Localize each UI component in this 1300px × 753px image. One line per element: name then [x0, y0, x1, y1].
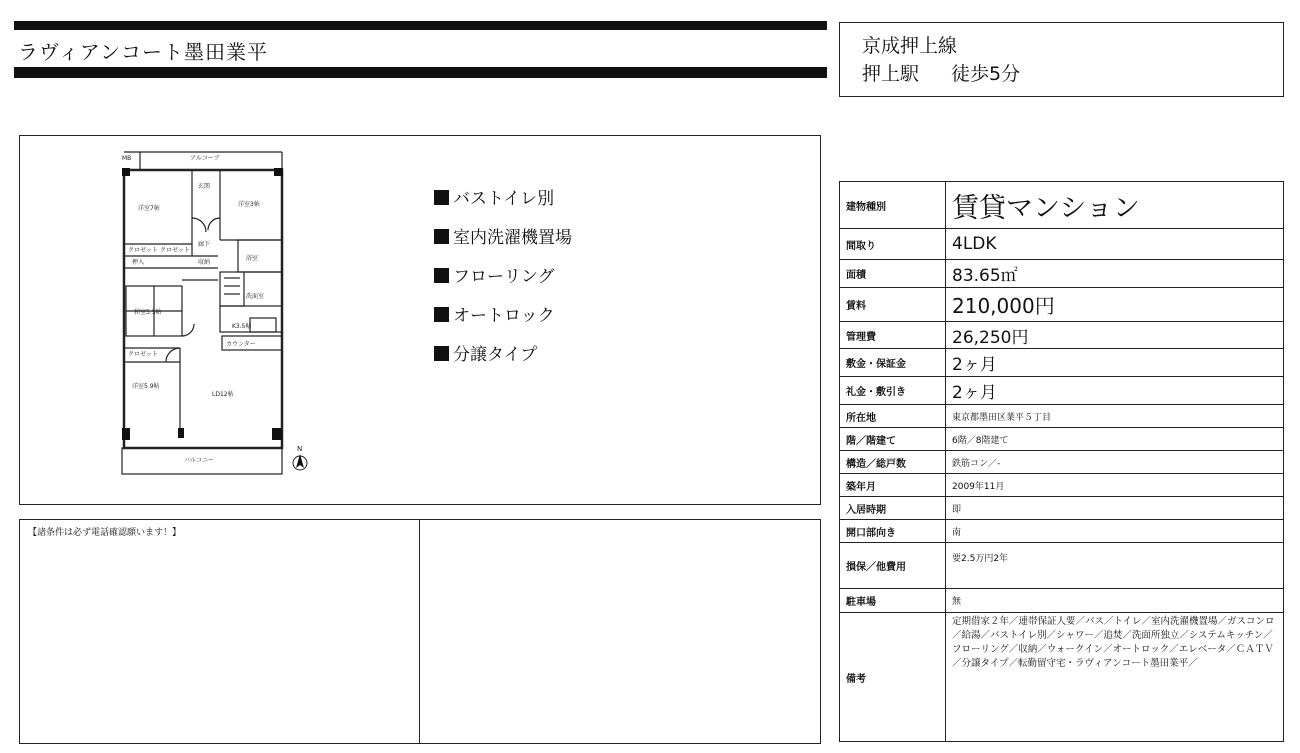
- info-label: 構造／総戸数: [840, 451, 946, 474]
- floor-value: 6階／8階建て: [946, 428, 1284, 451]
- label-room2: 洋室3帖: [238, 201, 260, 208]
- table-row: [840, 288, 1284, 322]
- info-label: 礼金・敷引き: [840, 377, 946, 405]
- label-closet1: クロゼット: [128, 247, 158, 254]
- info-label: 賃料: [840, 288, 946, 322]
- table-row: [840, 497, 1284, 520]
- deposit-value: 2ヶ月: [946, 349, 1284, 377]
- train-line: 京成押上線: [862, 35, 958, 57]
- parking-value: 無: [946, 589, 1284, 613]
- property-title: ラヴィアンコート墨田業平: [18, 40, 268, 64]
- table-row: [840, 322, 1284, 349]
- label-alcove: アルコーブ: [190, 155, 220, 162]
- info-label: 駐車場: [840, 589, 946, 613]
- info-label: 建物種別: [840, 182, 946, 229]
- info-label: 備考: [840, 613, 946, 742]
- table-row: [840, 229, 1284, 260]
- table-row: [840, 428, 1284, 451]
- table-row: [840, 377, 1284, 405]
- title-bar-bottom: [14, 67, 827, 78]
- feature-item: フローリング: [434, 266, 572, 305]
- label-north: N: [297, 445, 303, 453]
- management-fee: 26,250円: [946, 322, 1284, 349]
- move-in-value: 即: [946, 497, 1284, 520]
- north-compass-icon: [293, 445, 307, 470]
- inquiry-note: 【諸条件は必ず電話確認願います！】: [28, 528, 182, 538]
- key-money-value: 2ヶ月: [946, 377, 1284, 405]
- label-balcony: バルコニー: [184, 457, 215, 464]
- bullet-square-icon: [434, 268, 449, 283]
- title-bar-top: [14, 21, 827, 30]
- bullet-square-icon: [434, 229, 449, 244]
- info-label: 敷金・保証金: [840, 349, 946, 377]
- label-mb: MB: [122, 155, 132, 162]
- structure-value: 鉄筋コン／-: [946, 451, 1284, 474]
- table-row: [840, 520, 1284, 543]
- insurance-value: 要2.5万円2年: [946, 543, 1284, 589]
- feature-item: オートロック: [434, 305, 572, 344]
- layout-value: 4LDK: [946, 229, 1284, 260]
- label-oshiire: 押入: [132, 259, 145, 266]
- table-row: [840, 182, 1284, 229]
- station-box: [839, 22, 1284, 97]
- info-label: 面積: [840, 260, 946, 288]
- info-label: 損保／他費用: [840, 543, 946, 589]
- label-yoku: 浴室: [246, 255, 259, 262]
- label-genkan: 玄関: [198, 183, 211, 190]
- station-name: 押上駅: [862, 63, 920, 85]
- info-label: 管理費: [840, 322, 946, 349]
- label-room1: 洋室7帖: [138, 205, 160, 212]
- table-row: [840, 349, 1284, 377]
- table-row: [840, 613, 1284, 742]
- feature-list: [434, 188, 572, 383]
- floorplan-drawing: [120, 148, 310, 478]
- label-closet3: クロゼット: [128, 351, 158, 358]
- label-ld: LD12帖: [212, 391, 234, 398]
- bullet-square-icon: [434, 190, 449, 205]
- label-shunou: 収納: [198, 259, 211, 266]
- rent-value: 210,000円: [946, 288, 1284, 322]
- blank-box: [420, 519, 821, 744]
- floorplan-panel: [19, 135, 821, 505]
- label-kitchen: K3.5帖: [232, 323, 252, 330]
- table-row: [840, 589, 1284, 613]
- label-closet2: クロゼット: [160, 247, 190, 254]
- feature-item: バストイレ別: [434, 188, 572, 227]
- info-label: 所在地: [840, 405, 946, 428]
- area-value: 83.65㎡: [946, 260, 1284, 288]
- info-label: 階／階建て: [840, 428, 946, 451]
- info-label: 築年月: [840, 474, 946, 497]
- table-row: [840, 474, 1284, 497]
- station-access: [862, 59, 1020, 86]
- bullet-square-icon: [434, 346, 449, 361]
- walk-time: 徒歩5分: [951, 63, 1021, 85]
- notes-box: [19, 519, 420, 744]
- table-row: [840, 543, 1284, 589]
- label-rooka: 廊下: [198, 241, 211, 248]
- label-washitsu: 和室5.5帖: [134, 309, 162, 316]
- label-room3: 洋室5.9帖: [132, 383, 160, 390]
- label-senmen: 洗面室: [246, 293, 265, 300]
- info-label: 開口部向き: [840, 520, 946, 543]
- bullet-square-icon: [434, 307, 449, 322]
- table-row: [840, 260, 1284, 288]
- property-info-table: [839, 181, 1284, 742]
- info-label: 間取り: [840, 229, 946, 260]
- info-label: 入居時期: [840, 497, 946, 520]
- feature-item: 室内洗濯機置場: [434, 227, 572, 266]
- label-counter: カウンター: [226, 341, 256, 348]
- remarks-value: 定期借家２年／連帯保証人要／バス／トイレ／室内洗濯機置場／ガスコンロ／給湯／バストイレ別／シャワー／追焚／洗面所独立／システムキッチン／フローリング／収納／ウォークイン／オートロック／エレベータ／ＣＡＴＶ／分譲タイプ／転勤留守宅・ラヴィアンコート墨田業平／: [946, 613, 1284, 742]
- building-type: 賃貸マンション: [946, 182, 1284, 229]
- feature-item: 分譲タイプ: [434, 344, 572, 383]
- facing-value: 南: [946, 520, 1284, 543]
- table-row: [840, 405, 1284, 428]
- table-row: [840, 451, 1284, 474]
- built-value: 2009年11月: [946, 474, 1284, 497]
- address-value: 東京都墨田区業平５丁目: [946, 405, 1284, 428]
